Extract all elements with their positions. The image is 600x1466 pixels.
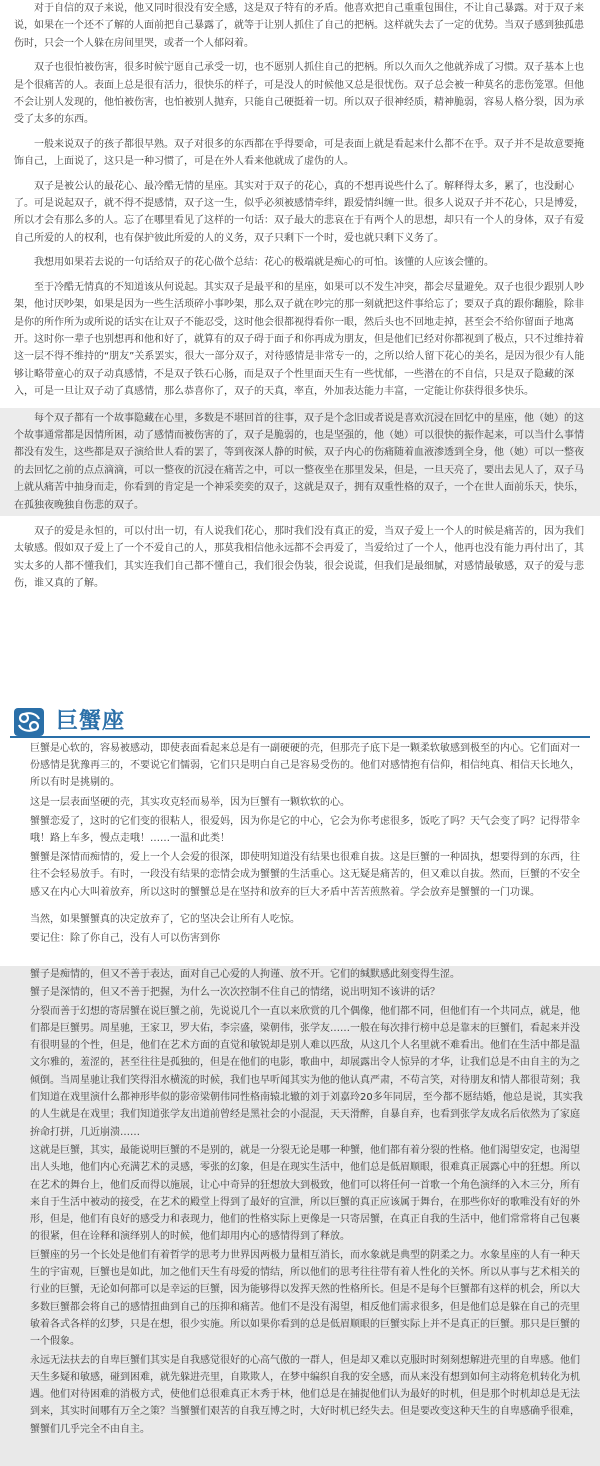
gemini-section: [0, 0, 600, 704]
paragraph: 我想用如果若去说的一句话给双子的花心做个总结：花心的极端就是痴心的可怕。该懂的人应该会懂的。: [34, 257, 494, 269]
paragraph: 巨蟹座的另一个长处是他们有着哲学的思考力世界因两极力量相互消长，而水象就是典型的阴柔之力。水象星座的人有一种天生的宇宙观，巨蟹也是如此，加之他们天生有母爱的情结，所以他们的思考往往带有着人性化的关怀。所以从事与艺术相关的行业的巨蟹，无论如何都可以是幸运的巨蟹，因为能够得以发挥天然的性格所长。但是不是每个巨蟹都有这样的机会，所以大多数巨蟹都会将自己的感情扭曲到自己的压抑和痛苦。他们不是没有渴望，相反他们需求很多，但是他们总是躲在自己的壳里敏着各式各样的幻梦，只是在想，很少实施。所以如果你看到的总是低眉顺眼的巨蟹实际上并不是真正的巨蟹。那只是巨蟹的一个假象。: [30, 1249, 580, 1348]
section-title: 巨蟹座: [56, 709, 126, 734]
paragraph: 分裂而善于幻想的寄居蟹在说巨蟹之前，先说说几个一直以来欣赏的几个偶像，他们都不同，但他们有一个共同点，就是，他们都是巨蟹男。周星驰，王家卫，罗大佑，李宗盛，梁朝伟，张学友……一般在每次排行榜中总是靠末的巨蟹们，看起来并没有很明显的个性，但是，他们在艺术方面的直觉和敏锐却是别人难以匹敌，从这几个人名里就不难看出。他们在生活中都是温文尔雅的，羞涩的，甚至往往是孤独的，但是在他们的电影，歌曲中，却展露出令人惊异的才华，让我们总是不由自主的为之倾倒。当周星驰让我们笑得泪水横流的时候，我们也早听闻其实为他的他认真严肃，不苟言笑，对待朋友和情人都很苛刻；我们知道在戏里演什么都神形毕似的影帝梁朝伟同性格南辕北辙的刘于刘嘉玲20多年同居，至今都不愿结婚，他总是说，其实我的人生就是在戏里；我们知道张学友出道前曾经是黑社会的小混混，天天滑醉，自暴自弃，也看到张学友成名后依然为了家庭拚命打拼，几近崩溃……: [30, 1005, 583, 1138]
paragraph: 这就是巨蟹，其实，最能说明巨蟹的不是别的，就是一分裂无论是哪一种蟹，他们都有着分裂的性格。他们渴望安定，也渴望出人头地，他们内心充满艺术的灵感，零张的幻象，但是在现实生活中，他们总是低眉顺眼，很难真正展露心中的狂想。所以在艺术的舞台上，他们反而得以施展，让心中奇异的狂想放大到极致，他们可以将任何一首歌一个角色演绎的入木三分，所有来自于生活中被动的接受，在艺术的殿堂上得到了最好的宣泄，所以巨蟹的真正应该属于舞台，在那些你好的歌唯没有好的外形，但是，他们有良好的感受力和表现力，他们的性格实际上更像是一只寄居蟹，在真正自我的生活中，他们常常将自己包裹的很紧，但在诠释和演绎别人的时候，他们却用内心的感情得到了释放。: [30, 1144, 580, 1243]
paragraph: 巨蟹是心软的，容易被感动，即使表面看起来总是有一副硬硬的壳，但那壳子底下是一颗柔软敏感到极至的内心。它们面对一份感情是犹豫再三的，不要说它们懦弱，它们只是明白自己是容易受伤的。他们对感情抱有信仰，相信纯真、相信天长地久，所以有时是挑剔的。: [30, 743, 580, 789]
paragraph: 至于冷酷无情真的不知道该从何说起。其实双子是最平和的星座，如果可以不发生冲突，都会尽量避免。双子也很少跟别人吵架，他讨厌吵架，如果是因为一些生活琐碎小事吵架，那么双子就在吵完的那一刻就把这件事给忘了；要双子真的跟你翻脸，除非是你的所作所为或所说的话实在让双子不能忍受，这时他会很都视得看你一眼，然后头也不回地走掉，甚至会不给你留面子地离开。这时你一辈子也别想再和他和好了，就算有的双子碍于面子和你再成为朋友，但是他们已经对你都视到了极点，只不过维持着这一层不得不维持的“朋友”关系罢实，很大一部分双子，对待感情是非常专一的，之所以给人留下花心的美名，是因为很少有人能够让略带童心的双子动真感情，不是双子铁石心肠，而是双子个性里面天生有一些忧郁，一些潜在的不自信，只是双子隐藏的深入，可是一旦让双子动了真感情，那么恭喜你了，双子的天真，率直，外加表达能力丰富，一定能让你获得很多快乐。: [14, 281, 585, 398]
paragraph: 永远无法扶去的自卑巨蟹们其实是自我感觉很好的心高气傲的一群人，但是却又难以克服时时刻刻想解进壳里的自卑感。他们天生多疑和敏感，碰到困难，就先躲进壳里，自欺欺人，在梦中编织自我的安全感，而从来没有想到如何主动将危机转化为机遇。他们对待困难的消极方式，使他们总很难真正木秀于林，他们总是在捕捉他们认为最好的时机，但是那个时机却总是无法到来，其实时间哪有万全之策？当蟹蟹们艰苦的自我互博之时，大好时机已经失去。但是要改变这种天生的自卑感确乎很难，蟹蟹们几乎完全不由自主。: [30, 1354, 580, 1435]
cancer-heading-banner: [10, 708, 590, 738]
paragraph: 一般来说双子的孩子都很早熟。双子对很多的东西都在乎得要命，可是表面上就是看起来什么都不在乎。双子并不是故意要掩饰自己，上面说了，这只是一种习惯了，可是在外人看来他就成了虚伪的人。: [14, 138, 584, 168]
paragraph-highlighted: 每个双子都有一个故事隐藏在心里，多数是不堪回首的往事，双子是个念旧或者说是喜欢沉浸在回忆中的星座，他（她）的这个故事通常都是因情所困，动了感情而被伤害的了，双子是脆弱的，也是坚强的，他（她）可以很快的振作起来，可以当什么事情都没有发生，这些都是双子演给世人看的罢了，等到夜深人静的时候，双子内心的伤痛随着血液渗透到全身，他（她）可以一整夜的去回忆之前的点点滴滴，可以一整夜的沉浸在痛苦之中，可以一整夜坐在那里发呆，但是，一旦天亮了，要出去见人了，双子马上就从痛苦中抽身而走，你看到的肯定是一个神采奕奕的双子，这就是双子，拥有双重性格的双子，一个在世人面前乐天，快乐，在孤独夜晚独自伤悲的双子。: [0, 408, 600, 516]
cancer-section-detail: [0, 966, 600, 1466]
paragraph: 双子的爱是永恒的，可以付出一切，有人说我们花心，那时我们没有真正的爱，当双子爱上一个人的时候是痛苦的，因为我们太敏感。假如双子爱上了一个不爱自己的人，那莫我相信他永远都不会再爱了，当爱给过了一个人，他再也没有能力再付出了，其实太多的人都不懂我们，其实连我们自己都不懂自己，我们很会伪装，很会说谎，但我们是最细腻，对感情最敏感，双子的爱与悲伤，谁又真的了解。: [14, 525, 584, 590]
paragraph: 当然，如果蟹蟹真的决定放弃了，它的坚决会让所有人吃惊。: [30, 913, 300, 925]
paragraph: 要记住：除了你自己，没有人可以伤害到你: [30, 933, 220, 945]
paragraph: 对于自信的双子来说，他又同时很没有安全感，这是双子特有的矛盾。他喜欢把自己重重包围住，不让自己暴露。对于双子来说，如果在一个还不了解的人面前把自己暴露了，就等于让别人抓住了自己的把柄。这样就失去了一定的优势。当双子感到独孤患伤时，只会一个人躲在房间里哭，或者一个人郁闷着。: [14, 3, 584, 49]
paragraph: 双子也很怕被伤害，很多时候宁愿自己承受一切，也不愿别人抓住自己的把柄。所以久而久之他就养成了习惯。双子基本上也是个很痛苦的人。表面上总是很有活力，很快乐的样子，可是没人的时候他又总是很忧伤。双子总会被一种莫名的悲伤笼罩。但他不会让别人发现的，他怕被伤害，也怕被别人抛弃，只能自己硬挺着一切。所以双子很神经质，精神脆弱，容易人格分裂，因为承受了太多的东西。: [14, 62, 584, 126]
paragraph: 这是一层表面坚硬的壳，其实攻克轻而易举，因为巨蟹有一颗软软的心。: [30, 796, 350, 808]
paragraph: 蟹蟹恋爱了，这时的它们变的很粘人，很爱妈，因为你是它的中心，它会为你考虑很多，饭吃了吗？天气会变了吗？记得带伞哦！路上车多，慢点走哦！……一温和此类！: [30, 815, 580, 845]
paragraph: 双子是被公认的最花心、最冷酷无情的星座。其实对于双子的花心，真的不想再说些什么了。解释得太多，累了，也没耐心了。可是说起双子，就不得不提感情，双子这一生，似乎必须被感情牵绊，跟爱情纠缠一世。很多人说双子并不花心，只是博爱，所以才会有那么多的人。忘了在哪里看见了这样的一句话：双子最大的悲哀在于有两个人的思想，却只有一个人的身体，双子有爱自己所爱的人的权利，也有保护彼此所爱的人的义务，双子只剩下一个时，爱也就只剩下义务了。: [14, 180, 584, 244]
cancer-symbol-icon: [14, 708, 44, 736]
paragraph: 蟹子是痴情的，但又不善于表达，面对自己心爱的人拘谨、放不开。它们的缄默感此刻变得生涩。: [30, 969, 460, 980]
paragraph: 蟹蟹是深情而痴情的，爱上一个人会爱的很深，即使明知道没有结果也很难自拔。这是巨蟹的一种固执，想要得到的东西，往往不会轻易放手。有时，一段没有结果的恋情会成为蟹蟹的生活重心。这无疑是痛苦的，但又难以自拔。然而，巨蟹的不安全感又在内心大叫着放弃，所以这时的蟹蟹总是在坚持和放弃的巨大矛盾中苦苦煎熬着。学会放弃是蟹蟹的一门功课。: [30, 852, 580, 898]
cancer-section-intro: [0, 740, 600, 962]
paragraph: 蟹子是深情的，但又不善于把握，为什么一次次控制不住自己的情绪，说出明知不该讲的话？: [30, 987, 440, 999]
